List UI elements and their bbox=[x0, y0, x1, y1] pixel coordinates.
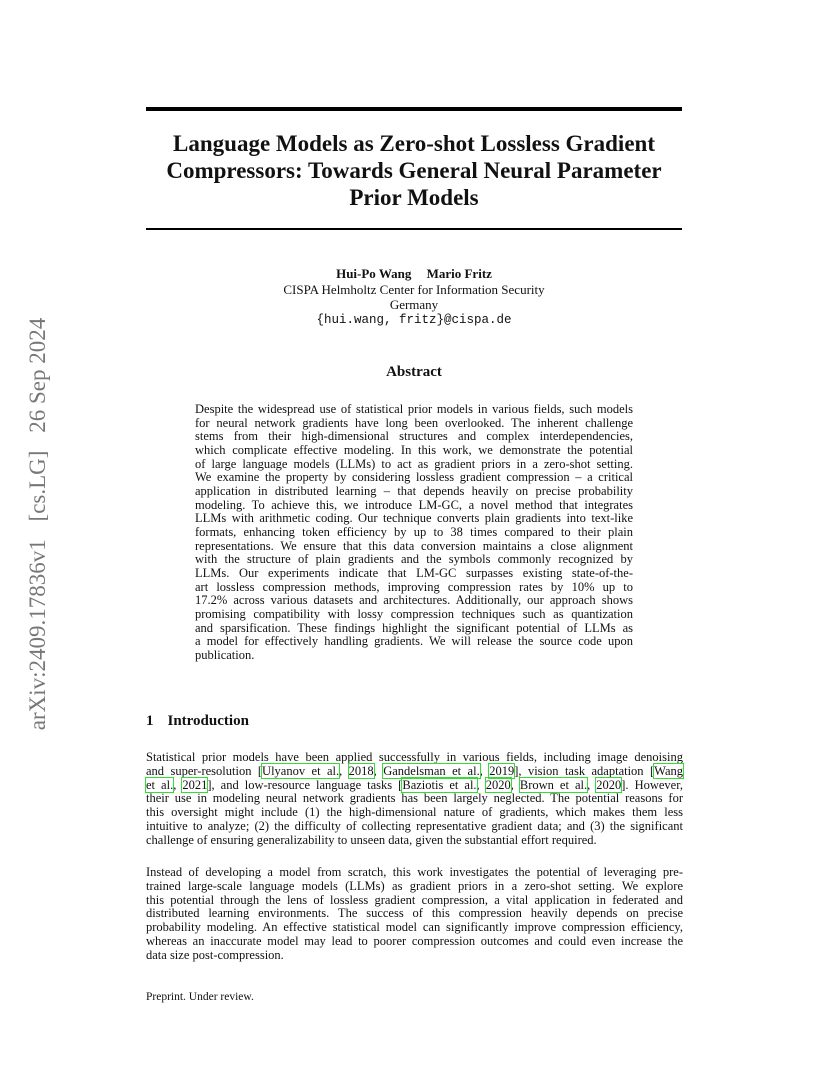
title-line: Compressors: Towards General Neural Parameter bbox=[166, 158, 662, 183]
text-run: , bbox=[510, 777, 520, 792]
paragraph-line: whereas an inaccurate model may lead to poorer compression outcomes and could even increase the bbox=[146, 933, 683, 948]
abstract-line: for neural network gradients have long been overlooked. The inherent challenge bbox=[195, 415, 633, 430]
text-run: ], and low-resource language tasks [ bbox=[207, 777, 403, 792]
abstract-line: and sparsification. These findings highlight the significant potential of LLMs as bbox=[195, 620, 633, 635]
citation-link[interactable]: 2019 bbox=[489, 763, 515, 778]
abstract-line: publication. bbox=[195, 647, 255, 662]
paragraph-line: their use in modeling neural network gradients has been largely neglected. The potential reasons for bbox=[146, 791, 683, 806]
abstract-line: modeling. To achieve this, we introduce LM-GC, a novel method that integrates bbox=[195, 497, 633, 512]
text-run: , bbox=[373, 763, 384, 778]
paragraph-line: challenge of ensuring generalizability to unseen data, given the substantial effort required. bbox=[146, 832, 597, 847]
abstract-line: formats, enhancing token efficiency by up to 38 times compared to their plain bbox=[195, 524, 633, 539]
text-run: ]. However, bbox=[621, 777, 684, 792]
paragraph-line: data size post-compression. bbox=[146, 947, 284, 962]
title-top-rule bbox=[146, 107, 682, 111]
abstract-line: 17.2% across various datasets and architectures. Additionally, our approach shows bbox=[195, 593, 633, 608]
citation-link[interactable]: Ulyanov et al. bbox=[262, 763, 340, 778]
arxiv-category: [cs.LG] bbox=[25, 450, 50, 522]
text-run: , bbox=[476, 777, 486, 792]
text-run: ], vision task adaptation [ bbox=[514, 763, 655, 778]
citation-link[interactable]: Baziotis et al. bbox=[402, 777, 477, 792]
abstract-line: a model for effectively handling gradients. We will release the source code upon bbox=[195, 634, 633, 649]
abstract-line: stems from their high-dimensional structures and complex interdependencies, bbox=[195, 429, 633, 444]
section-number: 1 bbox=[146, 713, 154, 729]
paragraph-line: this oversight might include (1) the high-dimensional nature of gradients, which makes them less bbox=[146, 805, 683, 819]
paragraph-line: this potential through the lens of lossless gradient compression, a vital application in federated and bbox=[146, 892, 683, 907]
paragraph-line bbox=[146, 779, 683, 793]
paragraph-line: intuitive to analyze; (2) the difficulty of collecting representative gradient data; and (3) the significant bbox=[146, 818, 683, 833]
author-email: {hui.wang, fritz}@cispa.de bbox=[316, 312, 512, 327]
citation-link[interactable]: Brown et al. bbox=[519, 777, 588, 792]
abstract-line: Despite the widespread use of statistical prior models in various fields, such models bbox=[195, 402, 633, 416]
abstract-line: LLMs. Our experiments indicate that LM-GC surpasses existing state-of-the- bbox=[195, 565, 633, 580]
title-line: Language Models as Zero-shot Lossless Gradient bbox=[173, 131, 655, 156]
citation-link[interactable]: et al. bbox=[146, 777, 174, 792]
title-line: Prior Models bbox=[349, 185, 479, 210]
citation-link[interactable]: 2020 bbox=[485, 777, 511, 792]
footer-note: Preprint. Under review. bbox=[146, 991, 254, 1003]
citation-link[interactable]: 2021 bbox=[182, 777, 208, 792]
paragraph-line bbox=[146, 765, 683, 779]
author-block bbox=[146, 266, 682, 328]
citation-link[interactable]: 2018 bbox=[348, 763, 374, 778]
intro-paragraph-2 bbox=[146, 866, 683, 962]
author-country: Germany bbox=[389, 297, 439, 312]
abstract-body bbox=[195, 403, 633, 662]
citation-link[interactable]: 2020 bbox=[596, 777, 622, 792]
abstract-heading: Abstract bbox=[386, 364, 442, 380]
abstract-line: LLMs with arithmetic coding. Our technique converts plain gradients into text-like bbox=[195, 511, 633, 526]
text-run: , bbox=[479, 763, 490, 778]
author-name: Mario Fritz bbox=[426, 266, 492, 281]
abstract-line: We examine the property by considering lossless gradient compression – a critical bbox=[195, 470, 633, 485]
text-run: , bbox=[339, 763, 349, 778]
abstract-line: which complicate effective modeling. In this work, we demonstrate the potential bbox=[195, 442, 633, 457]
author-names bbox=[146, 266, 682, 282]
intro-paragraph-1 bbox=[146, 751, 683, 847]
abstract-line: application in distributed learning – that depends heavily on precise probability bbox=[195, 483, 633, 498]
paragraph-line: Instead of developing a model from scratch, this work investigates the potential of leveraging pre- bbox=[146, 865, 683, 879]
title-bottom-rule bbox=[146, 228, 682, 230]
arxiv-id: arXiv:2409.17836v1 bbox=[25, 539, 50, 731]
paragraph-line: Statistical prior models have been applied successfully in various fields, including image denoising bbox=[146, 750, 683, 764]
abstract-line: art lossless compression methods, improving compression rates by 10% up to bbox=[195, 579, 633, 594]
abstract-line: of large language models (LLMs) to act as gradient priors in a zero-shot setting. bbox=[195, 456, 633, 471]
author-name: Hui-Po Wang bbox=[336, 266, 412, 281]
arxiv-stamp bbox=[25, 318, 51, 730]
paragraph-line: probability modeling. An effective statistical model can significantly improve compression efficiency, bbox=[146, 920, 683, 934]
abstract-line: representations. We ensure that this data conversion maintains a close alignment bbox=[195, 538, 633, 553]
text-run: , bbox=[173, 777, 183, 792]
abstract-line: promising compatibility with lossy compression techniques such as quantization bbox=[195, 606, 633, 621]
section-heading bbox=[146, 713, 249, 730]
text-run: and super-resolution [ bbox=[146, 763, 263, 778]
author-affiliation: CISPA Helmholtz Center for Information Security bbox=[283, 281, 545, 297]
paper-title bbox=[146, 130, 682, 211]
abstract-line: with the structure of plain gradients and the symbols commonly recognized by bbox=[195, 552, 633, 567]
section-title: Introduction bbox=[167, 713, 249, 729]
arxiv-date: 26 Sep 2024 bbox=[25, 317, 50, 433]
citation-link[interactable]: Wang bbox=[654, 763, 684, 778]
paragraph-line: trained large-scale language models (LLMs) as gradient priors in a zero-shot setting. We explore bbox=[146, 878, 683, 893]
paragraph-line: distributed learning environments. The success of this compression heavily depends on precise bbox=[146, 906, 683, 921]
text-run: , bbox=[587, 777, 597, 792]
citation-link[interactable]: Gandelsman et al. bbox=[383, 763, 480, 778]
